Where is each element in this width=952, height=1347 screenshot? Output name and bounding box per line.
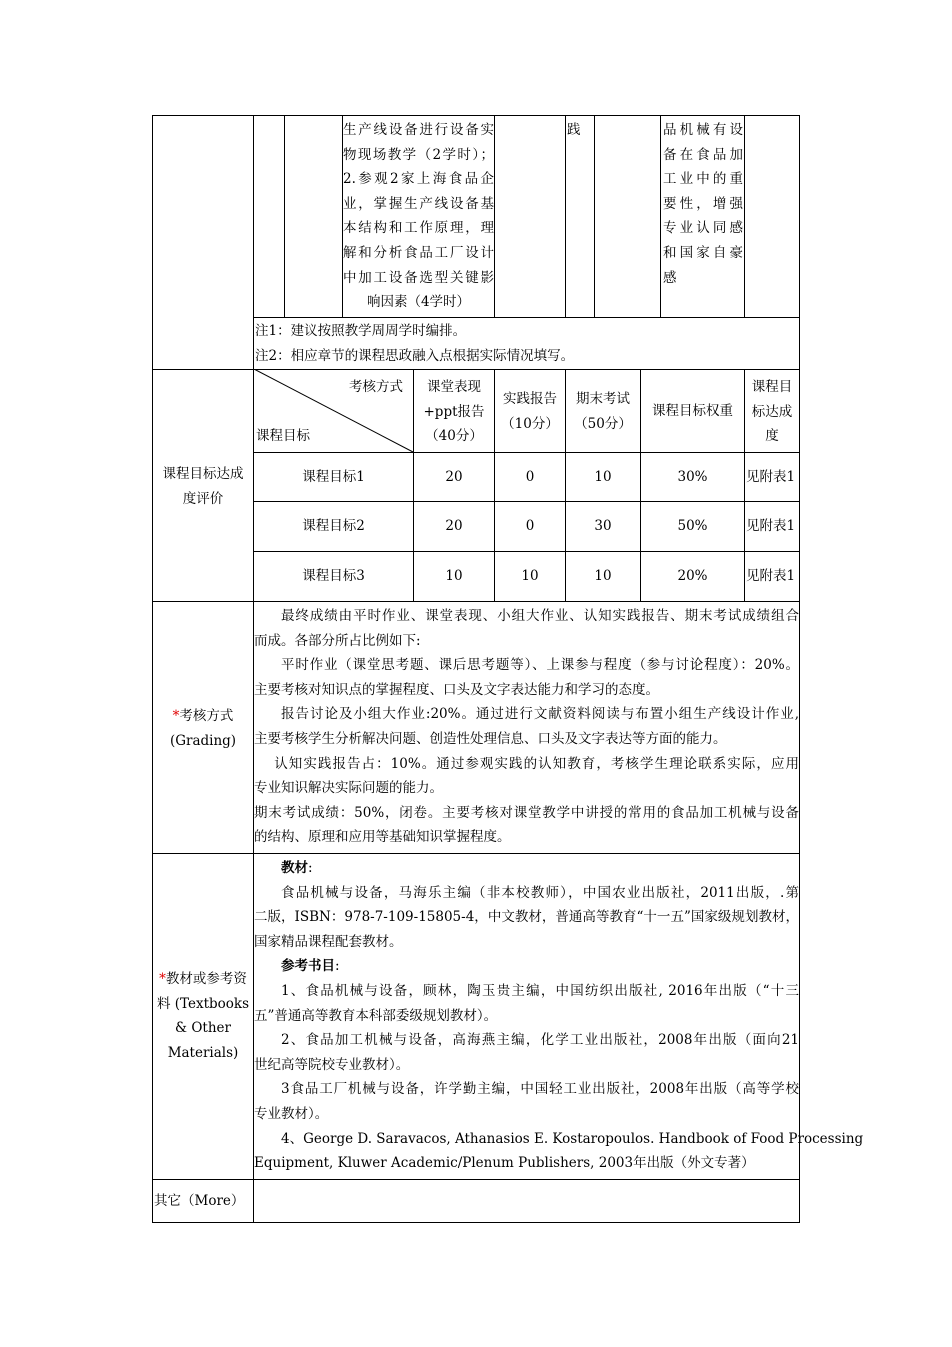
activity-line: 解和分析食品工厂设计 [343, 244, 494, 261]
ideology-line: 和国家自豪 [663, 244, 743, 261]
header-class-performance [414, 375, 494, 449]
reference-line: 3食品工厂机械与设备，许学勤主编，中国轻工业出版社，2008年出版（高等学校 [281, 1081, 799, 1098]
table-bottom-border [152, 1222, 800, 1223]
other-label: 其它（More） [154, 1193, 245, 1209]
grading-line: 主要考核学生分析解决问题、创造性处理信息、口头及文字表达等方面的能力。 [254, 730, 727, 747]
grading-line: 主要考核对知识点的掌握程度、口头及文字表达能力和学习的态度。 [254, 681, 659, 698]
reference-heading [254, 954, 799, 979]
header-practice-report [495, 387, 565, 436]
goal-cell: 课程目标1 [302, 469, 365, 485]
goal1-row-bottom [253, 501, 800, 502]
textbook-heading [254, 856, 799, 881]
section-label-line: 度评价 [182, 490, 224, 507]
activity-line: 响因素（4学时） [366, 294, 471, 311]
teaching-method: 践 [567, 122, 581, 138]
textbook-line: 食品机械与设备，马海乐主编（非本校教师），中国农业出版社，2011出版，.第 [281, 884, 799, 901]
heading-colon: : [308, 860, 313, 876]
weight-cell: 20% [677, 568, 708, 584]
final-score-cell: 30 [594, 518, 612, 534]
ideology-cell [663, 118, 743, 290]
activity-line: 业，掌握生产线设备基 [343, 195, 494, 212]
top-row-divider-6 [660, 115, 661, 317]
ideology-line: 专业认同感 [663, 220, 743, 237]
ideology-line: 备在食品加 [663, 146, 743, 163]
ideology-line: 感 [663, 269, 677, 286]
grading-label-line [153, 704, 253, 729]
section-label-line: 课程目标达成 [162, 466, 244, 482]
header-line: 度 [765, 428, 779, 445]
practice-score-cell: 0 [525, 518, 535, 534]
table-border-right [799, 115, 800, 1223]
degree-cell: 见附表1 [746, 568, 796, 584]
class-score-cell: 10 [445, 568, 463, 584]
header-line: （50分） [574, 415, 632, 432]
note-1: 注1：建议按照教学周周学时编排。 [255, 323, 467, 339]
grading-line: 报告讨论及小组大作业:20%。通过进行文献资料阅读与布置小组生产线设计作业, [281, 706, 799, 723]
materials-label-text: 教材或参考资 [165, 971, 247, 987]
diag-header-top: 考核方式 [349, 379, 403, 395]
goal-cell: 课程目标2 [302, 518, 365, 534]
top-row-divider-7 [744, 115, 745, 317]
ideology-line: 工业中的重 [663, 171, 743, 188]
activity-line: 生产线设备进行设备实 [343, 122, 494, 138]
activity-line: 中加工设备选型关键影 [343, 269, 494, 286]
header-line: +ppt报告 [423, 403, 485, 420]
practice-score-cell: 10 [521, 568, 539, 584]
materials-label-line [153, 967, 253, 992]
header-achievement-degree [745, 375, 799, 449]
header-line: 课程目 [751, 379, 793, 395]
header-line: （40分） [425, 428, 483, 445]
top-row-divider-3 [494, 115, 495, 317]
grading-line: 的结构、原理和应用等基础知识掌握程度。 [254, 829, 511, 846]
degree-cell: 见附表1 [746, 469, 796, 485]
reference-line: 4、George D. Saravacos, Athanasios E. Kostaropoulos. Handbook of Food Processing [281, 1130, 864, 1147]
grading-line: 而成。各部分所占比例如下: [254, 632, 421, 649]
textbook-line: 国家精品课程配套教材。 [254, 933, 403, 950]
assessment-section-label [153, 462, 253, 511]
materials-label-line: & Other [175, 1020, 231, 1037]
grading-section-bottom [152, 853, 800, 854]
activity-line: 本结构和工作原理，理 [343, 220, 494, 237]
notes-bottom-border [152, 369, 800, 370]
diag-header-bottom: 课程目标 [256, 428, 310, 444]
reference-line: 五”普通高等教育本科部委级规划教材）。 [254, 1007, 498, 1024]
weight-cell: 50% [677, 518, 708, 534]
required-star: * [172, 708, 180, 724]
grading-line: 专业知识解决实际问题的能力。 [254, 780, 443, 797]
header-line: （10分） [501, 415, 559, 432]
textbook-line: 二版，ISBN：978-7-109-15805-4，中文教材，普通高等教育“十一五”国家级规划教材， [254, 909, 799, 926]
weight-cell: 30% [677, 469, 708, 485]
note-2: 注2：相应章节的课程思政融入点根据实际情况填写。 [255, 348, 575, 364]
reference-heading-text: 参考书目 [281, 958, 335, 975]
grading-label [153, 704, 253, 753]
grading-line: 最终成绩由平时作业、课堂表现、小组大作业、认知实践报告、期末考试成绩组合 [281, 608, 799, 624]
materials-label-line: 料 (Textbooks [156, 995, 250, 1012]
activity-line: 2.参观2家上海食品企 [343, 171, 494, 188]
header-goal-weight: 课程目标权重 [652, 403, 733, 419]
ideology-line: 要性，增强 [663, 195, 743, 212]
final-score-cell: 10 [594, 469, 612, 485]
header-line: 期末考试 [576, 391, 630, 407]
top-row-divider-5 [594, 115, 595, 317]
textbook-heading-text: 教材 [281, 860, 308, 876]
header-line: 实践报告 [503, 391, 557, 407]
grading-content [254, 604, 799, 850]
class-score-cell: 20 [445, 469, 463, 485]
materials-label-line: Materials) [167, 1044, 239, 1061]
grading-line: 平时作业（课堂思考题、课后思考题等）、上课参与程度（参与讨论程度）：20%。 [281, 657, 799, 674]
header-final-exam [566, 387, 640, 436]
goal2-row-bottom [253, 551, 800, 552]
grading-line: 认知实践报告占：10%。通过参观实践的认知教育，考核学生理论联系实际，应用 [274, 755, 799, 772]
top-row-bottom-border [253, 317, 800, 318]
materials-section-bottom [152, 1179, 800, 1180]
materials-content [254, 856, 864, 1176]
goal-cell: 课程目标3 [302, 568, 365, 584]
practice-score-cell: 0 [525, 469, 535, 485]
required-star: * [159, 971, 166, 987]
top-row-divider-1 [284, 115, 285, 317]
assessment-section-bottom [152, 601, 800, 602]
table-top-border [152, 115, 800, 116]
final-score-cell: 10 [594, 568, 612, 584]
top-row-divider-4 [565, 115, 566, 317]
materials-label [153, 967, 253, 1065]
reference-line: Equipment, Kluwer Academic/Plenum Publishers, 2003年出版（外文专著） [254, 1155, 755, 1172]
ideology-line: 品机械有设 [663, 122, 743, 138]
header-line: 课堂表现 [427, 379, 481, 395]
class-score-cell: 20 [445, 518, 463, 534]
header-line: 标达成 [751, 403, 793, 420]
grading-line: 期末考试成绩：50%，闭卷。主要考核对课堂教学中讲授的常用的食品加工机械与设备 [254, 804, 799, 821]
reference-line: 专业教材）。 [254, 1105, 329, 1122]
grading-label-en: (Grading) [169, 732, 237, 749]
reference-line: 世纪高等院校专业教材）。 [254, 1056, 410, 1073]
reference-line: 2、食品加工机械与设备，高海燕主编，化学工业出版社，2008年出版（面向21 [281, 1032, 799, 1049]
heading-colon: : [335, 958, 340, 975]
activity-cell [343, 118, 494, 315]
degree-cell: 见附表1 [746, 518, 796, 534]
activity-line: 物现场教学（2学时）； [343, 146, 494, 163]
reference-line: 1、食品机械与设备，顾林，陶玉贵主编，中国纺织出版社, 2016年出版（“十三 [281, 982, 799, 999]
grading-label-text: 考核方式 [179, 708, 234, 724]
